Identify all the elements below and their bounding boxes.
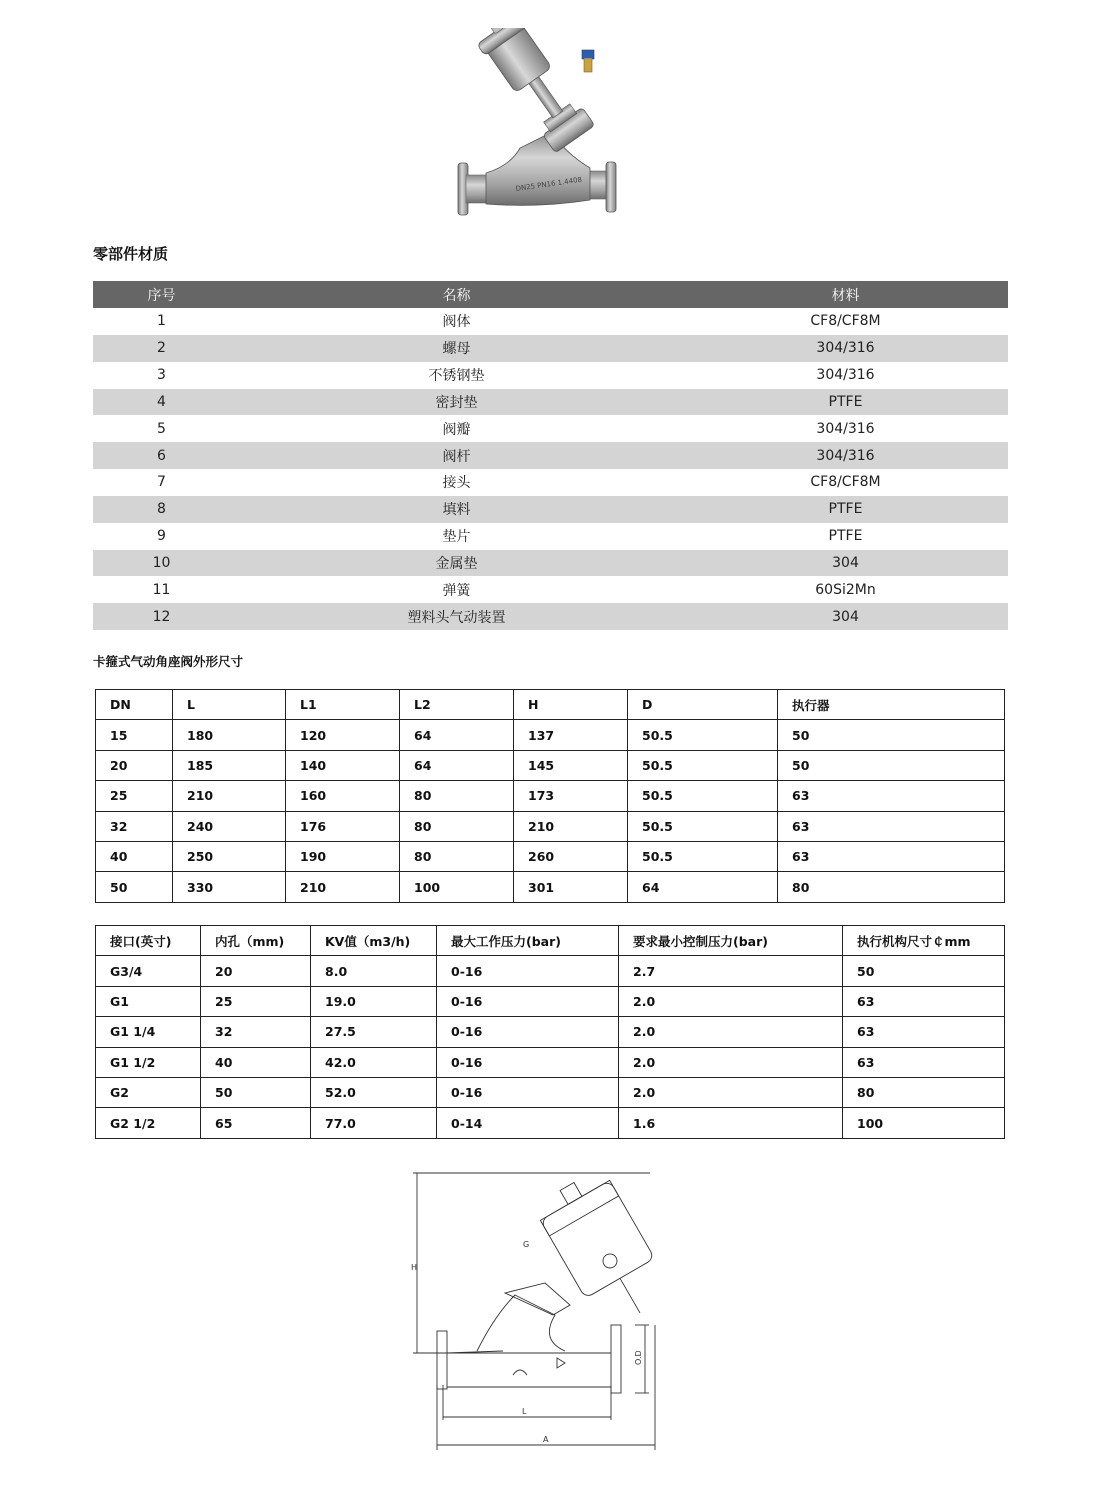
flow-cell: 32 [201,1017,311,1047]
materials-cell: 密封垫 [230,389,683,416]
flow-cell: 20 [201,956,311,986]
materials-row [93,603,1008,630]
flow-row [96,956,1005,986]
dimensions-cell: 176 [286,811,400,841]
dimensions-cell: 210 [286,872,400,902]
materials-cell: 螺母 [230,335,683,362]
materials-cell: 5 [157,420,166,437]
flow-row [96,1077,1005,1107]
dimensions-cell: 20 [96,750,173,780]
dimension-drawing [405,1165,675,1455]
dimensions-cell: 240 [173,811,286,841]
materials-row [93,389,1008,416]
flow-header-row [96,926,1005,956]
materials-cell: 垫片 [442,529,471,546]
materials-row [93,335,1008,362]
dimensions-cell: 63 [778,781,1005,811]
dimensions-row [96,750,1005,780]
dimensions-cell: 40 [96,841,173,871]
materials-row [93,523,1008,550]
dimensions-cell: 50.5 [628,841,778,871]
dimensions-cell: 32 [96,811,173,841]
materials-cell: 填料 [230,496,683,523]
flow-cell: 0-16 [437,986,619,1016]
materials-cell: 304/316 [816,420,875,437]
drawing-label-od: O.D [634,1350,643,1365]
flow-row [96,1017,1005,1047]
materials-header-cell: 序号 [93,281,230,308]
dimensions-cell: 50.5 [628,750,778,780]
dimensions-cell: 330 [173,872,286,902]
materials-cell: 3 [157,367,166,384]
dimensions-header-cell: L1 [286,690,400,720]
dimensions-cell: 50.5 [628,720,778,750]
dimensions-cell: 80 [778,872,1005,902]
dimensions-header-cell: D [628,690,778,720]
flow-cell: 100 [843,1108,1005,1138]
flow-cell: 77.0 [311,1108,437,1138]
materials-cell: 304/316 [816,367,875,384]
materials-header-cell: 名称 [230,281,683,308]
body-marking: DN25 PN16 1.4408 [515,175,583,193]
materials-row [93,308,1008,335]
materials-cell: 304 [683,603,1008,630]
materials-row [93,362,1008,389]
dimensions-header-cell: H [514,690,628,720]
materials-cell: 2 [93,335,230,362]
materials-cell: 11 [152,581,171,598]
flow-cell: 63 [843,1017,1005,1047]
flow-spec-table [95,925,1005,1139]
materials-cell: 304 [683,550,1008,577]
flow-cell: 0-16 [437,1017,619,1047]
dimensions-header-cell: DN [96,690,173,720]
materials-row [93,550,1008,577]
dimensions-cell: 180 [173,720,286,750]
materials-cell: 塑料头气动装置 [230,603,683,630]
dimensions-cell: 173 [514,781,628,811]
flow-header-cell: 接口(英寸) [96,926,201,956]
flow-cell: 1.6 [619,1108,843,1138]
materials-cell: PTFE [828,528,863,545]
dimensions-cell: 145 [514,750,628,780]
flow-cell: 2.7 [619,956,843,986]
materials-cell: 9 [157,528,166,545]
dimensions-cell: 210 [514,811,628,841]
flow-cell: G2 1/2 [96,1108,201,1138]
dimensions-table [95,689,1005,903]
dimensions-cell: 190 [286,841,400,871]
dimensions-cell: 160 [286,781,400,811]
materials-cell: 60Si2Mn [815,581,876,598]
flow-cell: 40 [201,1047,311,1077]
flow-row [96,1047,1005,1077]
flow-cell: 2.0 [619,1017,843,1047]
dimensions-cell: 50 [778,750,1005,780]
dimensions-cell: 260 [514,841,628,871]
materials-row [93,442,1008,469]
dimensions-cell: 50.5 [628,781,778,811]
dimensions-cell: 25 [96,781,173,811]
dimensions-row [96,811,1005,841]
dimensions-cell: 63 [778,811,1005,841]
dimensions-header-cell: L [173,690,286,720]
dimensions-cell: 64 [400,720,514,750]
drawing-label-g: G [523,1240,530,1249]
dimensions-cell: 64 [400,750,514,780]
dimensions-cell: 140 [286,750,400,780]
dimensions-cell: 15 [96,720,173,750]
dimensions-cell: 50 [778,720,1005,750]
flow-cell: 50 [843,956,1005,986]
flow-header-cell: 最大工作压力(bar) [437,926,619,956]
flow-row [96,986,1005,1016]
flow-cell: 27.5 [311,1017,437,1047]
materials-cell: 304/316 [683,335,1008,362]
flow-cell: 2.0 [619,1047,843,1077]
dimensions-cell: 50.5 [628,811,778,841]
flow-header-cell: 内孔（mm) [201,926,311,956]
flow-cell: G2 [96,1077,201,1107]
flow-cell: 0-14 [437,1108,619,1138]
flow-cell: 0-16 [437,956,619,986]
materials-cell: 弹簧 [442,582,471,599]
flow-cell: G1 1/2 [96,1047,201,1077]
product-photo [440,28,710,228]
materials-cell: 接头 [442,475,471,492]
dimensions-cell: 50 [96,872,173,902]
dimensions-row [96,841,1005,871]
materials-cell: 不锈钢垫 [428,368,485,385]
materials-section-title: 零部件材质 [93,245,169,263]
dimensions-cell: 301 [514,872,628,902]
dimensions-header-cell: L2 [400,690,514,720]
flow-cell: G1 1/4 [96,1017,201,1047]
dimensions-row [96,872,1005,902]
dimensions-cell: 64 [628,872,778,902]
dimensions-cell: 210 [173,781,286,811]
materials-row [93,496,1008,523]
flow-cell: 2.0 [619,1077,843,1107]
materials-cell: CF8/CF8M [810,474,881,491]
materials-cell: 阀瓣 [442,421,471,438]
flow-cell: 63 [843,986,1005,1016]
materials-cell: 金属垫 [230,550,683,577]
flow-cell: 19.0 [311,986,437,1016]
dimensions-cell: 185 [173,750,286,780]
materials-cell: 1 [157,313,166,330]
drawing-label-h: H [411,1263,418,1272]
materials-cell: PTFE [683,496,1008,523]
flow-cell: 0-16 [437,1077,619,1107]
flow-cell: G1 [96,986,201,1016]
dimensions-header-row [96,690,1005,720]
drawing-label-a: A [543,1435,549,1444]
materials-cell: 10 [93,550,230,577]
materials-cell: 阀杆 [230,442,683,469]
materials-header-row [93,281,1008,308]
materials-table [93,281,1008,630]
materials-cell: 阀体 [442,314,471,331]
dimensions-cell: 63 [778,841,1005,871]
dimensions-cell: 250 [173,841,286,871]
dimensions-row [96,720,1005,750]
materials-cell: 8 [93,496,230,523]
dimensions-cell: 100 [400,872,514,902]
flow-cell: 50 [201,1077,311,1107]
dimensions-cell: 80 [400,841,514,871]
flow-header-cell: 执行机构尺寸￠mm [843,926,1005,956]
flow-cell: 8.0 [311,956,437,986]
flow-cell: 63 [843,1047,1005,1077]
flow-cell: 42.0 [311,1047,437,1077]
dimensions-header-cell: 执行器 [778,690,1005,720]
flow-row [96,1108,1005,1138]
flow-cell: 2.0 [619,986,843,1016]
dimensions-cell: 80 [400,781,514,811]
dimensions-cell: 137 [514,720,628,750]
materials-header-cell: 材料 [683,281,1008,308]
flow-cell: 0-16 [437,1047,619,1077]
materials-cell: PTFE [683,389,1008,416]
materials-cell: 304/316 [683,442,1008,469]
dimensions-row [96,781,1005,811]
materials-cell: 6 [93,442,230,469]
flow-cell: 65 [201,1108,311,1138]
materials-cell: 12 [93,603,230,630]
materials-row [93,469,1008,496]
flow-cell: 80 [843,1077,1005,1107]
materials-cell: 7 [157,474,166,491]
materials-cell: 4 [93,389,230,416]
drawing-label-l: L [522,1407,527,1416]
dimensions-cell: 80 [400,811,514,841]
flow-cell: G3/4 [96,956,201,986]
dimensions-section-title: 卡箍式气动角座阀外形尺寸 [93,654,244,669]
flow-header-cell: 要求最小控制压力(bar) [619,926,843,956]
materials-row [93,576,1008,603]
flow-cell: 25 [201,986,311,1016]
flow-cell: 52.0 [311,1077,437,1107]
materials-row [93,415,1008,442]
flow-header-cell: KV值（m3/h) [311,926,437,956]
materials-cell: CF8/CF8M [810,313,881,330]
dimensions-cell: 120 [286,720,400,750]
